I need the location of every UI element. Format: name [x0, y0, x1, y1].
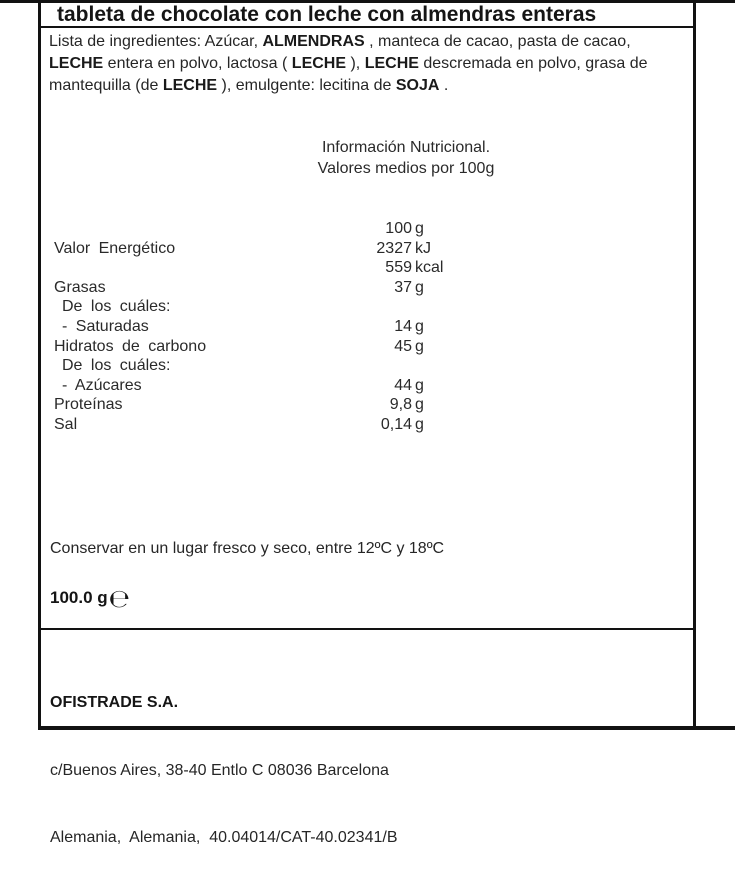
ingredients-text: .: [439, 77, 449, 94]
nutrition-unit: g: [415, 278, 424, 296]
nutrition-unit: g: [415, 376, 424, 394]
nutrition-heading: [41, 137, 693, 179]
ingredients-text: descremada en polvo, grasa de mantequilla (de: [49, 55, 648, 94]
nutrition-table: [41, 219, 693, 435]
nutrition-label: De los cuáles:: [62, 298, 171, 316]
nutrition-label: Sal: [54, 415, 78, 433]
product-title: tableta de chocolate con leche con almendras enteras: [57, 3, 597, 26]
nutrition-heading-title: Información Nutricional.: [321, 139, 491, 156]
allergen-name: SOJA: [395, 77, 440, 94]
allergen-name: ALMENDRAS: [262, 33, 365, 50]
ingredients-text: Lista de ingredientes: Azúcar,: [49, 33, 263, 50]
nutrition-unit: kJ: [415, 239, 431, 257]
nutrition-row: [41, 356, 693, 376]
nutrition-value: 45: [394, 337, 412, 355]
nutrition-label: Hidratos de carbono: [54, 337, 207, 355]
nutrition-row: [41, 395, 693, 415]
nutrition-value: 14: [394, 317, 412, 335]
nutrition-value: 2327: [376, 239, 412, 257]
nutrition-row: [41, 258, 693, 278]
ingredients-paragraph: [49, 31, 657, 97]
nutrition-row: [41, 317, 693, 337]
nutrition-row: [41, 415, 693, 435]
ingredients-text: entera en polvo, lactosa (: [103, 55, 292, 72]
ingredients-text: ),: [346, 55, 365, 72]
estimated-sign: ℮: [108, 584, 131, 613]
nutrition-unit: g: [415, 317, 424, 335]
title-row: [41, 3, 693, 28]
allergen-name: LECHE: [49, 55, 104, 72]
nutrition-row: [41, 297, 693, 317]
nutrition-label: Grasas: [54, 278, 106, 296]
net-weight-value: 100.0 g: [50, 588, 108, 607]
ingredients-text: ), emulgente: lecitina de: [217, 77, 396, 94]
allergen-name: LECHE: [291, 55, 347, 72]
nutrition-unit: g: [415, 337, 424, 355]
nutrition-unit: kcal: [415, 259, 444, 277]
nutrition-row: [41, 239, 693, 259]
nutrition-value: 559: [385, 259, 412, 277]
bottom-border-line: [38, 726, 735, 730]
nutrition-row: [41, 337, 693, 357]
ingredients-text: , manteca de cacao, pasta de cacao,: [364, 33, 631, 50]
nutrition-heading-subtitle: Valores medios por 100g: [317, 160, 495, 177]
nutrition-value: 100: [385, 220, 412, 237]
nutrition-unit: g: [415, 415, 424, 433]
section-divider: [41, 628, 693, 630]
nutrition-value: 0,14: [380, 415, 412, 433]
manufacturer-block: [50, 647, 397, 895]
nutrition-value: 37: [394, 278, 412, 296]
nutrition-value: 9,8: [389, 396, 412, 414]
nutrition-label: - Saturadas: [62, 317, 149, 335]
manufacturer-name: OFISTRADE S.A.: [50, 694, 179, 711]
nutrition-value: 44: [394, 376, 412, 394]
manufacturer-address-line1: c/Buenos Aires, 38-40 Entlo C 08036 Barcelona: [50, 761, 389, 779]
nutrition-row: [41, 278, 693, 298]
nutrition-label: De los cuáles:: [62, 357, 171, 375]
nutrition-label: Proteínas: [54, 396, 123, 414]
allergen-name: LECHE: [364, 55, 419, 72]
nutrition-unit: g: [415, 396, 424, 414]
label-frame: [38, 0, 696, 846]
nutrition-label: - Azúcares: [62, 376, 142, 394]
nutrition-label: Valor Energético: [54, 239, 176, 257]
allergen-name: LECHE: [162, 77, 218, 94]
nutrition-row: [41, 376, 693, 396]
manufacturer-address-line2: Alemania, Alemania, 40.04014/CAT-40.02341/B: [50, 829, 398, 846]
net-weight: [50, 584, 130, 613]
nutrition-unit: g: [415, 220, 424, 237]
storage-instructions: Conservar en un lugar fresco y seco, entre 12ºC y 18ºC: [50, 540, 445, 557]
nutrition-row: [41, 219, 693, 239]
